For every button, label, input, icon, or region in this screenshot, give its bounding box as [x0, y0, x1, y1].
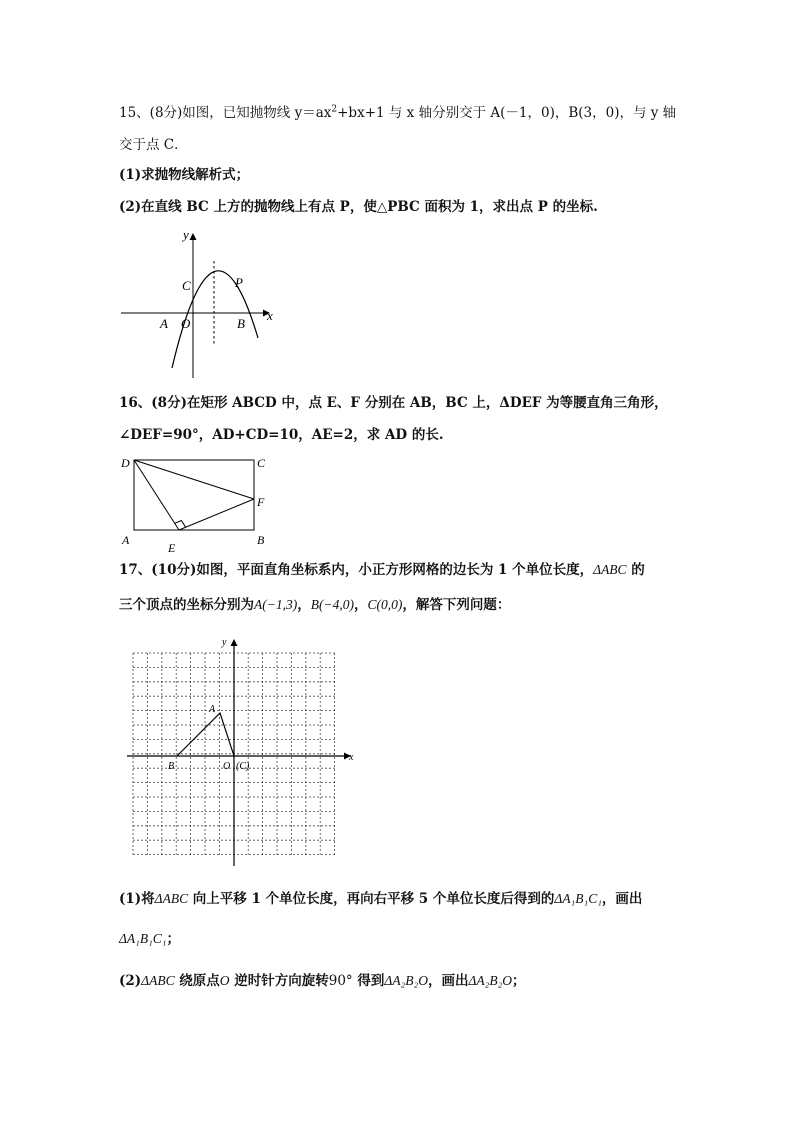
triangle-a2b2o: ΔA₂B₂O [384, 973, 428, 988]
label-B: B [168, 761, 175, 772]
label-C: C [257, 456, 266, 470]
q17-line1 [119, 561, 645, 579]
label-y: y [222, 637, 227, 648]
label-D: D [121, 456, 130, 470]
q17-part1-line1 [119, 890, 642, 908]
label-C: (C) [236, 761, 250, 772]
part1-suffix: ，画出 [601, 891, 643, 907]
part2-end: ； [512, 973, 526, 989]
label-A: A [122, 533, 130, 547]
coord-A: A(−1,3) [254, 597, 298, 612]
q17-line1-prefix: 17、(10分)如图，平面直角坐标系内，小正方形网格的边长为 1 个单位长度， [119, 562, 594, 578]
q15-line1-suffix: +bx+1 与 x 轴分别交于 A(－1，0)，B(3，0)，与 y 轴 [337, 105, 677, 121]
q15-part2: (2)在直线 BC 上方的抛物线上有点 P，使△PBC 面积为 1，求出点 P 的坐标. [119, 199, 598, 215]
parabola-figure [118, 226, 278, 378]
triangle-abc: ΔABC [141, 973, 175, 988]
q17-line2-suffix: ，解答下列问题： [402, 597, 511, 613]
part2-text: 绕原点 [174, 973, 220, 989]
q15-line1 [119, 104, 676, 122]
label-O: O [223, 761, 231, 772]
q15-part1: (1)求抛物线解析式； [119, 167, 250, 183]
separator: ， [353, 597, 368, 613]
part2-text: 逆时针方向旋转 [229, 973, 329, 989]
label-y: y [183, 227, 189, 242]
triangle-a1b1c1: ΔA₁B₁C₁ [119, 931, 167, 946]
q15-line2: 交于点 C． [119, 137, 188, 153]
label-x: x [349, 752, 354, 763]
q16-line1: 16、(8分)在矩形 ABCD 中，点 E、F 分别在 AB，BC 上，ΔDEF 为等腰直角三角形， [119, 395, 668, 411]
part1-prefix: (1)将 [119, 891, 155, 907]
label-C: C [182, 278, 191, 293]
q17-part2 [119, 972, 526, 990]
label-A: A [209, 704, 216, 715]
label-x: x [267, 308, 273, 323]
label-F: F [257, 495, 265, 509]
y-axis-arrow [231, 639, 238, 646]
part1-middle: 向上平移 1 个单位长度，再向右平移 5 个单位长度后得到的 [188, 891, 555, 907]
label-A: A [160, 316, 168, 331]
part1-end: ； [166, 931, 181, 947]
segment-DF [134, 460, 254, 499]
q17-line2-prefix: 三个顶点的坐标分别为 [119, 597, 254, 613]
rectangle-ABCD [134, 460, 254, 530]
separator: ， [297, 597, 311, 613]
triangle-ABC [177, 713, 234, 756]
q17-line1-suffix: 的 [626, 562, 645, 578]
triangle-a2b2o: ΔA₂B₂O [468, 973, 513, 988]
label-B: B [257, 533, 265, 547]
coord-C: C(0,0) [367, 597, 403, 612]
part2-prefix: (2) [119, 973, 142, 989]
rectangle-figure [118, 452, 270, 554]
grid-figure [122, 632, 362, 872]
origin-label: O [219, 973, 230, 988]
q17-line2 [119, 596, 510, 614]
segment-EF [179, 499, 254, 530]
label-E: E [168, 541, 176, 555]
q15-line1-prefix: 15、(8分)如图，已知抛物线 y＝ax [119, 105, 332, 121]
part2-text: 得到 [352, 973, 385, 989]
angle-value: 90° [328, 973, 353, 989]
segment-DE [134, 460, 179, 530]
label-B: B [237, 316, 245, 331]
q15-exponent: 2 [331, 104, 338, 115]
part2-text: ，画出 [427, 973, 469, 989]
q17-part1-line2 [119, 930, 180, 948]
y-axis-arrow [190, 233, 197, 240]
triangle-abc: ΔABC [154, 891, 189, 906]
label-P: P [235, 275, 243, 290]
label-O: O [181, 316, 191, 331]
q16-line2: ∠DEF=90°，AD+CD=10，AE=2，求 AD 的长. [119, 427, 444, 443]
q17-triangle-abc: ΔABC [593, 562, 627, 577]
triangle-a1b1c1: ΔA₁B₁C₁ [554, 891, 602, 906]
coord-B: B(−4,0) [310, 597, 354, 612]
